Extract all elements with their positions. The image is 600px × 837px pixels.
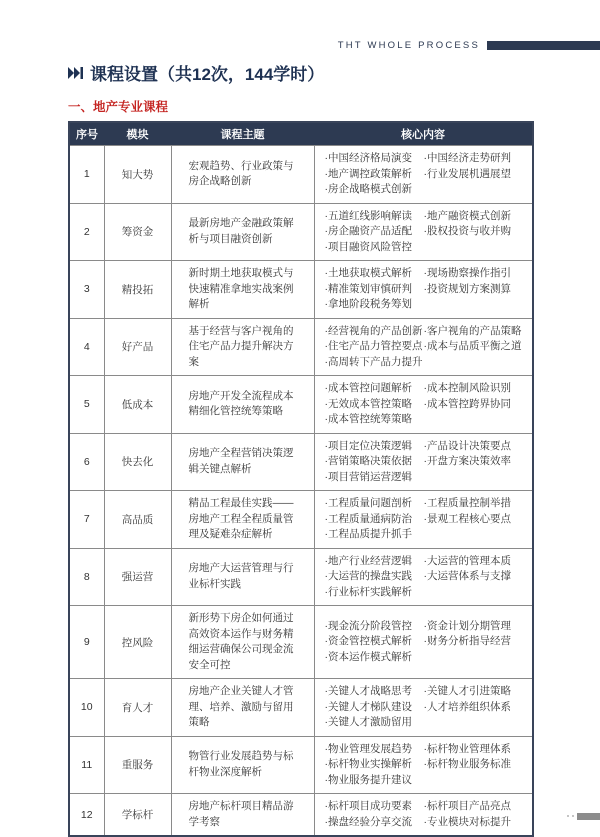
core-item: ·成本管控统筹策略 xyxy=(324,413,412,425)
core-item: ·经营视角的产品创新 xyxy=(324,324,423,337)
row-number: 10 xyxy=(69,679,104,737)
course-topic: 基于经营与客户视角的住宅产品力提升解决方案 xyxy=(171,318,314,376)
core-item: ·行业标杆实践解析 xyxy=(324,585,412,598)
table-row xyxy=(69,794,533,837)
core-item: ·五道红线影响解读 xyxy=(324,209,412,222)
module-name: 重服务 xyxy=(104,736,171,794)
core-item: ·客户视角的产品策略 xyxy=(423,324,522,337)
core-item: ·成本管控问题解析 xyxy=(324,382,412,394)
module-name: 知大势 xyxy=(104,146,171,204)
table-header-row xyxy=(69,122,533,146)
course-topic: 最新房地产金融政策解析与项目融资创新 xyxy=(171,203,314,261)
module-name: 控风险 xyxy=(104,606,171,679)
core-item: ·地产行业经营逻辑 xyxy=(324,554,412,567)
row-number: 3 xyxy=(69,261,104,319)
core-item: ·现场勘察操作指引 xyxy=(423,267,511,279)
course-topic: 新时期土地获取模式与快速精准拿地实战案例解析 xyxy=(171,261,314,319)
core-item: ·中国经济走势研判 xyxy=(423,152,511,164)
core-item: ·行业发展机遇展望 xyxy=(423,167,511,180)
table-row xyxy=(69,203,533,261)
core-item: ·股权投资与收并购 xyxy=(423,225,511,237)
table-row xyxy=(69,146,533,204)
core-item: ·工程质量问题剖析 xyxy=(324,497,412,509)
row-number: 11 xyxy=(69,736,104,794)
core-content xyxy=(314,318,533,376)
core-item: ·关键人才战略思考 xyxy=(324,685,412,697)
module-name: 低成本 xyxy=(104,376,171,434)
core-item: ·拿地阶段税务筹划 xyxy=(324,298,412,310)
core-item: ·项目营销运营逻辑 xyxy=(324,470,412,483)
table-row xyxy=(69,491,533,549)
row-number: 5 xyxy=(69,376,104,434)
module-name: 筹资金 xyxy=(104,203,171,261)
section-title: 一、地产专业课程 xyxy=(68,100,169,114)
col-header-core: 核心内容 xyxy=(314,122,533,146)
core-content xyxy=(314,203,533,261)
table-row xyxy=(69,261,533,319)
table-row xyxy=(69,318,533,376)
row-number: 8 xyxy=(69,548,104,606)
page-footer-decoration xyxy=(567,813,600,820)
col-header-topic: 课程主题 xyxy=(171,122,314,146)
core-content xyxy=(314,491,533,549)
brand-text: THT WHOLE PROCESS xyxy=(337,40,480,51)
core-content xyxy=(314,433,533,491)
row-number: 6 xyxy=(69,433,104,491)
core-content xyxy=(314,548,533,606)
skip-forward-icon xyxy=(68,67,84,79)
footer-bar xyxy=(577,813,600,820)
core-content xyxy=(314,261,533,319)
page-title-text: 课程设置（共12次，144学时） xyxy=(90,65,325,84)
core-item: ·工程品质提升抓手 xyxy=(324,528,412,540)
core-item: ·标杆项目成功要素 xyxy=(324,800,412,812)
core-item: ·资本运作模式解析 xyxy=(324,650,412,663)
core-item: ·工程质量通病防治 xyxy=(324,512,412,525)
core-item: ·房企融资产品适配 xyxy=(324,225,412,237)
core-item: ·开盘方案决策效率 xyxy=(423,455,511,467)
course-topic: 房地产大运营管理与行业标杆实践 xyxy=(171,548,314,606)
core-item: ·土地获取模式解析 xyxy=(324,267,412,279)
course-topic: 新形势下房企如何通过高效资本运作与财务精细运营确保公司现金流安全可控 xyxy=(171,606,314,679)
core-item: ·高周转下产品力提升 xyxy=(324,355,423,368)
core-item: ·住宅产品力管控要点 xyxy=(324,340,423,352)
module-name: 精投拓 xyxy=(104,261,171,319)
core-item: ·中国经济格局演变 xyxy=(324,152,412,164)
table-row xyxy=(69,548,533,606)
core-item: ·地产调控政策解析 xyxy=(324,167,412,180)
course-topic: 宏观趋势、行业政策与房企战略创新 xyxy=(171,146,314,204)
core-item: ·操盘经验分享交流 xyxy=(324,815,412,828)
core-item: ·资金管控模式解析 xyxy=(324,635,412,648)
course-topic: 房地产全程营销决策逻辑关键点解析 xyxy=(171,433,314,491)
table-row xyxy=(69,433,533,491)
core-item: ·人才培养组织体系 xyxy=(423,700,511,713)
module-name: 强运营 xyxy=(104,548,171,606)
module-name: 育人才 xyxy=(104,679,171,737)
brand-bar xyxy=(487,41,600,50)
core-item: ·成本与品质平衡之道 xyxy=(423,340,522,352)
core-item: ·资金计划分期管理 xyxy=(423,619,511,632)
col-header-module: 模块 xyxy=(104,122,171,146)
core-item: ·标杆物业管理体系 xyxy=(423,742,511,755)
core-content xyxy=(314,794,533,837)
core-item: ·地产融资模式创新 xyxy=(423,209,511,222)
row-number: 2 xyxy=(69,203,104,261)
core-item: ·专业模块对标提升 xyxy=(423,815,511,828)
footer-dot xyxy=(572,815,574,817)
core-item: ·大运营的操盘实践 xyxy=(324,570,412,582)
row-number: 9 xyxy=(69,606,104,679)
course-topic: 房地产标杆项目精品游学考察 xyxy=(171,794,314,837)
core-content xyxy=(314,606,533,679)
core-item: ·投资规划方案测算 xyxy=(423,282,511,295)
core-item: ·成本控制风险识别 xyxy=(423,382,511,394)
core-content xyxy=(314,679,533,737)
core-item: ·物业管理发展趋势 xyxy=(324,742,412,755)
module-name: 高品质 xyxy=(104,491,171,549)
course-topic: 精品工程最佳实践——房地产工程全程质量管理及疑难杂症解析 xyxy=(171,491,314,549)
page-title xyxy=(68,60,324,85)
core-item: ·标杆物业实操解析 xyxy=(324,758,412,770)
module-name: 快去化 xyxy=(104,433,171,491)
col-header-no: 序号 xyxy=(69,122,104,146)
table-row xyxy=(69,606,533,679)
course-table xyxy=(68,121,534,837)
core-item: ·大运营体系与支撑 xyxy=(423,570,511,582)
core-item: ·项目融资风险管控 xyxy=(324,240,412,253)
core-item: ·营销策略决策依据 xyxy=(324,455,412,467)
core-item: ·关键人才激励留用 xyxy=(324,716,412,728)
course-topic: 物管行业发展趋势与标杆物业深度解析 xyxy=(171,736,314,794)
core-item: ·标杆项目产品亮点 xyxy=(423,800,511,812)
core-item: ·精准策划审慎研判 xyxy=(324,282,412,295)
course-topic: 房地产开发全流程成本精细化管控统筹策略 xyxy=(171,376,314,434)
table-row xyxy=(69,679,533,737)
row-number: 7 xyxy=(69,491,104,549)
core-content xyxy=(314,146,533,204)
core-item: ·标杆物业服务标准 xyxy=(423,758,511,770)
row-number: 12 xyxy=(69,794,104,837)
core-item: ·工程质量控制举措 xyxy=(423,497,511,509)
footer-dot xyxy=(567,815,569,817)
core-item: ·产品设计决策要点 xyxy=(423,439,511,452)
table-row xyxy=(69,736,533,794)
core-item: ·项目定位决策逻辑 xyxy=(324,439,412,452)
core-item: ·财务分析指导经营 xyxy=(423,635,511,648)
core-item: ·景观工程核心要点 xyxy=(423,512,511,525)
module-name: 学标杆 xyxy=(104,794,171,837)
core-item: ·关键人才梯队建设 xyxy=(324,700,412,713)
core-item: ·无效成本管控策略 xyxy=(324,397,412,410)
core-item: ·现金流分阶段管控 xyxy=(324,619,412,632)
core-item: ·房企战略模式创新 xyxy=(324,183,412,195)
table-row xyxy=(69,376,533,434)
module-name: 好产品 xyxy=(104,318,171,376)
brand-header xyxy=(338,40,600,51)
course-topic: 房地产企业关键人才管理、培养、激励与留用策略 xyxy=(171,679,314,737)
core-item: ·关键人才引进策略 xyxy=(423,685,511,697)
core-content xyxy=(314,376,533,434)
core-item: ·物业服务提升建议 xyxy=(324,773,412,786)
core-item: ·大运营的管理本质 xyxy=(423,554,511,567)
row-number: 4 xyxy=(69,318,104,376)
core-content xyxy=(314,736,533,794)
core-item: ·成本管控跨界协同 xyxy=(423,397,511,410)
row-number: 1 xyxy=(69,146,104,204)
